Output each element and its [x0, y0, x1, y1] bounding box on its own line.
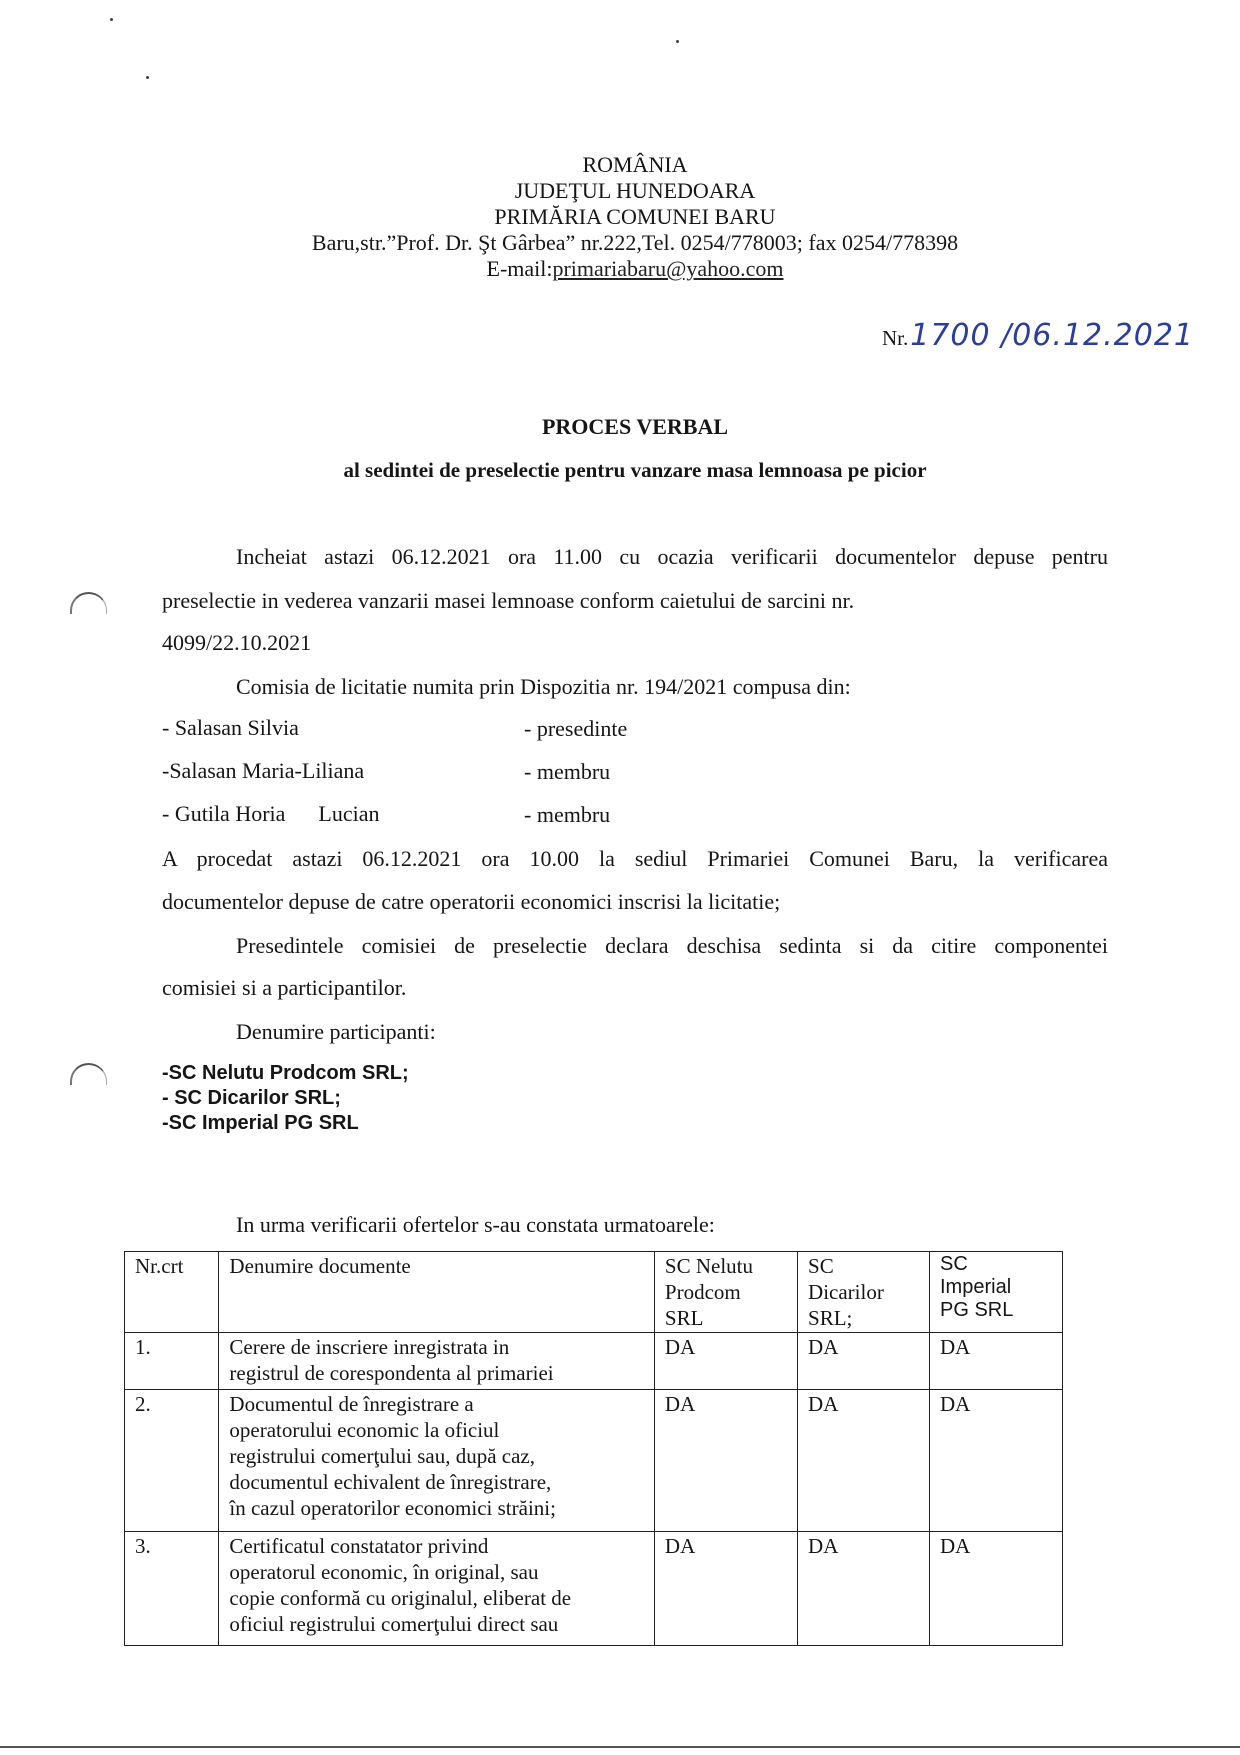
procedure-line-1: A procedat astazi 06.12.2021 ora 10.00 la sediul Primariei Comunei Baru, la verificarea — [162, 846, 1108, 871]
letterhead-address: Baru,str.”Prof. Dr. Şt Gârbea” nr.222,Tel. 0254/778003; fax 0254/778398 — [311, 230, 959, 255]
row-value-bidder-3: DA — [930, 1333, 1063, 1390]
row-value-bidder-1: DA — [654, 1532, 797, 1646]
registration-number — [882, 318, 1194, 353]
intro-line-1: Incheiat astazi 06.12.2021 ora 11.00 cu ocazia verificarii documentelor depuse pentru — [236, 544, 1108, 569]
participant-item: -SC Imperial PG SRL — [162, 1112, 359, 1134]
commission-intro: Comisia de licitatie numita prin Dispozitia nr. 194/2021 compusa din: — [236, 674, 851, 699]
letterhead-county: JUDEŢUL HUNEDOARA — [514, 178, 756, 203]
documents-table — [124, 1251, 1063, 1646]
email-link[interactable]: primariabaru@yahoo.com — [552, 256, 784, 281]
document-line: operatorului economic la oficiul — [229, 1418, 500, 1442]
document-line: în cazul operatorilor economici străini; — [229, 1496, 556, 1520]
row-value-bidder-2: DA — [798, 1390, 930, 1532]
punch-hole-mark — [70, 592, 107, 614]
row-number: 1. — [125, 1333, 219, 1390]
header-bidder-1-line: Prodcom — [664, 1280, 741, 1304]
procedure-line-4: comisiei si a participantilor. — [162, 975, 407, 1000]
letterhead-email-line — [0, 256, 1240, 282]
member-role: - membru — [524, 802, 611, 827]
row-value-bidder-3: DA — [930, 1390, 1063, 1532]
participants-heading: Denumire participanti: — [236, 1019, 436, 1044]
header-bidder-1-line: SRL — [664, 1306, 704, 1330]
header-bidder-2-line: Dicarilor — [808, 1280, 884, 1304]
procedure-line-2: documentelor depuse de catre operatorii economici inscrisi la licitatie; — [162, 889, 781, 914]
member-role: - membru — [524, 759, 611, 784]
scan-bottom-edge — [0, 1746, 1240, 1748]
member-role: - presedinte — [524, 716, 628, 741]
document-line: oficiul registrului comerţului direct sau — [229, 1612, 559, 1636]
header-bidder-3-line: Imperial — [940, 1276, 1012, 1298]
header-bidder-1-line: SC Nelutu — [664, 1254, 753, 1278]
table-row — [125, 1333, 1063, 1390]
handwritten-registration-number: 1700 /06.12.2021 — [910, 318, 1195, 353]
intro-line-2: preselectie in vederea vanzarii masei lemnoase conform caietului de sarcini nr. — [162, 588, 855, 613]
punch-hole-mark — [70, 1063, 107, 1085]
header-bidder-3-line: SC — [940, 1253, 968, 1275]
header-bidder-1 — [654, 1252, 797, 1333]
table-row — [125, 1390, 1063, 1532]
row-value-bidder-2: DA — [798, 1333, 930, 1390]
header-bidder-2-line: SRL; — [808, 1306, 853, 1330]
row-value-bidder-3: DA — [930, 1532, 1063, 1646]
participant-item: - SC Dicarilor SRL; — [162, 1087, 341, 1109]
document-line: Documentul de înregistrare a — [229, 1392, 474, 1416]
table-header-row — [125, 1252, 1063, 1333]
header-bidder-2 — [798, 1252, 930, 1333]
letterhead — [0, 152, 1240, 282]
row-value-bidder-2: DA — [798, 1532, 930, 1646]
row-number: 2. — [125, 1390, 219, 1532]
document-line: registrului comerţului sau, după caz, — [229, 1444, 535, 1468]
header-nr: Nr.crt — [125, 1252, 219, 1333]
scan-speck — [146, 76, 149, 79]
document-title: PROCES VERBAL — [541, 414, 729, 439]
intro-line-3: 4099/22.10.2021 — [162, 630, 312, 655]
document-line: operatorul economic, în original, sau — [229, 1560, 539, 1584]
document-line: documentul echivalent de înregistrare, — [229, 1470, 552, 1494]
registration-label: Nr. — [882, 326, 909, 350]
document-line: registrul de corespondenta al primariei — [229, 1361, 554, 1385]
document-line: Cerere de inscriere inregistrata in — [229, 1335, 510, 1359]
document-line: Certificatul constatator privind — [229, 1534, 489, 1558]
row-document — [219, 1532, 655, 1646]
member-name: - Salasan Silvia — [162, 715, 299, 740]
header-document-name: Denumire documente — [219, 1252, 655, 1333]
email-label: E-mail: — [486, 256, 553, 281]
row-document — [219, 1333, 655, 1390]
row-document — [219, 1390, 655, 1532]
member-name: -Salasan Maria-Liliana — [162, 758, 365, 783]
row-value-bidder-1: DA — [654, 1390, 797, 1532]
table-row — [125, 1532, 1063, 1646]
document-line: copie conformă cu originalul, eliberat de — [229, 1586, 572, 1610]
document-subtitle: al sedintei de preselectie pentru vanzare masa lemnoasa pe picior — [343, 458, 927, 482]
row-value-bidder-1: DA — [654, 1333, 797, 1390]
row-number: 3. — [125, 1532, 219, 1646]
header-bidder-2-line: SC — [808, 1254, 834, 1278]
letterhead-office: PRIMĂRIA COMUNEI BARU — [494, 204, 776, 229]
member-name: - Gutila Horia Lucian — [162, 801, 380, 826]
header-bidder-3 — [930, 1252, 1063, 1333]
participant-item: -SC Nelutu Prodcom SRL; — [162, 1062, 409, 1084]
header-bidder-3-line: PG SRL — [940, 1299, 1014, 1321]
scan-speck — [110, 18, 113, 21]
scan-speck — [676, 40, 679, 43]
procedure-line-3: Presedintele comisiei de preselectie declara deschisa sedinta si da citire componentei — [236, 933, 1108, 958]
verification-intro: In urma verificarii ofertelor s-au constata urmatoarele: — [236, 1212, 715, 1237]
letterhead-country: ROMÂNIA — [582, 152, 688, 177]
